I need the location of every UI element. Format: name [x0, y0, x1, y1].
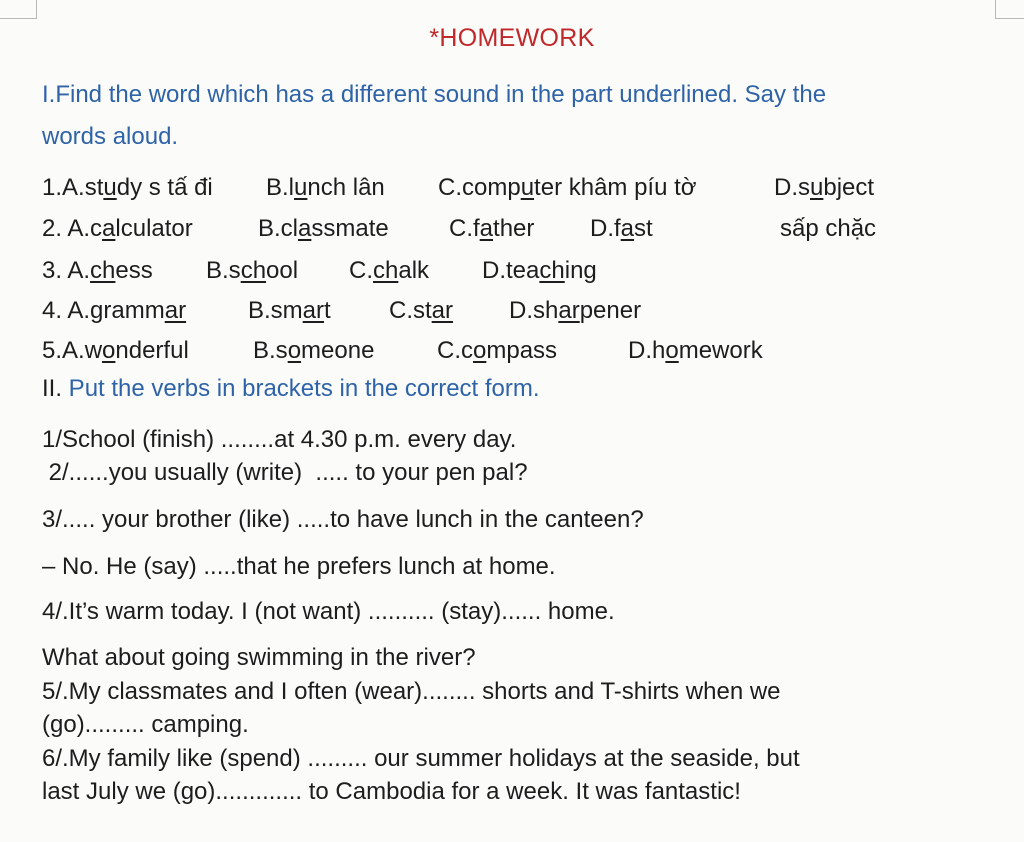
- question-5-option-2: [253, 336, 374, 366]
- word-part: dy s tấ đi: [116, 174, 213, 201]
- question-2-option-3: [449, 214, 534, 244]
- underlined-part: u: [520, 174, 535, 201]
- word-part: mework: [678, 337, 763, 364]
- word-part: ool: [266, 257, 299, 284]
- word-part: ter khâm píu tờ: [534, 174, 697, 201]
- underlined-part: ar: [431, 297, 454, 324]
- word-part: B.s: [253, 337, 288, 364]
- exercise-line: last July we (go)............. to Cambodia for a week. It was fantastic!: [42, 778, 741, 805]
- exercise-line: 4/.It’s warm today. I (not want) .......... (stay)...... home.: [42, 598, 615, 625]
- question-1-option-2: [266, 173, 385, 203]
- word-part: C.f: [449, 215, 480, 242]
- underlined-part: u: [294, 174, 308, 201]
- page-corner-mark-right: [995, 0, 1024, 19]
- word-part: D.tea: [482, 257, 540, 284]
- word-part: 1.A.st: [42, 174, 104, 201]
- section1-heading-line2: words aloud.: [42, 123, 179, 150]
- question-4-option-3: [389, 296, 453, 326]
- word-part: B.l: [266, 174, 295, 201]
- page-corner-mark-left: [0, 0, 37, 19]
- word-part: bject: [823, 174, 875, 201]
- exercise-line: 3/..... your brother (like) .....to have lunch in the canteen?: [42, 506, 644, 533]
- question-3-option-2: [206, 256, 298, 286]
- exercise-line: 2/......you usually (write) ..... to your pen pal?: [42, 459, 528, 486]
- word-part: ssmate: [311, 215, 389, 242]
- question-1-option-1: [42, 173, 213, 203]
- exercise-line: 1/School (finish) ........at 4.30 p.m. every day.: [42, 426, 517, 453]
- word-part: ing: [564, 257, 597, 284]
- underlined-part: o: [102, 337, 116, 364]
- section2-label: II.: [42, 375, 63, 402]
- question-2-option-4: [590, 214, 653, 244]
- exercise-line: What about going swimming in the river?: [42, 644, 476, 671]
- underlined-part: ar: [558, 297, 580, 324]
- word-part: meone: [301, 337, 375, 364]
- exercise-line: 6/.My family like (spend) ......... our summer holidays at the seaside, but: [42, 745, 800, 772]
- word-part: st: [634, 215, 653, 242]
- word-part: C.: [349, 257, 373, 284]
- underlined-part: a: [298, 215, 312, 242]
- page-title: *HOMEWORK: [429, 24, 595, 52]
- question-3-option-4: [482, 256, 597, 286]
- underlined-part: u: [810, 174, 824, 201]
- word-part: B.cl: [258, 215, 299, 242]
- section1-heading-line1: I.Find the word which has a different sound in the part underlined. Say the: [42, 81, 827, 108]
- word-part: 2. A.c: [42, 215, 103, 242]
- underlined-part: ar: [164, 297, 187, 324]
- word-part: D.f: [590, 215, 621, 242]
- word-part: ther: [493, 215, 535, 242]
- question-3-option-3: [349, 256, 429, 286]
- exercise-line: 5/.My classmates and I often (wear)........ shorts and T-shirts when we: [42, 678, 781, 705]
- word-part: nderful: [115, 337, 189, 364]
- underlined-part: a: [479, 215, 494, 242]
- question-5-option-4: [628, 336, 763, 366]
- word-part: t: [324, 297, 331, 324]
- word-part: D.s: [774, 174, 810, 201]
- underlined-part: o: [473, 337, 487, 364]
- word-part: 5.A.w: [42, 337, 103, 364]
- question-2-option-2: [258, 214, 389, 244]
- question-4-option-1: [42, 296, 186, 326]
- word-part: C.st: [389, 297, 432, 324]
- underlined-part: ch: [539, 257, 565, 284]
- question-1-option-4: [774, 173, 874, 203]
- word-part: 4. A.gramm: [42, 297, 165, 324]
- underlined-part: ch: [373, 257, 399, 284]
- underlined-part: o: [665, 337, 679, 364]
- exercise-line: (go)......... camping.: [42, 711, 249, 738]
- word-part: B.s: [206, 257, 241, 284]
- word-part: C.c: [437, 337, 473, 364]
- question-2-option-5: [780, 214, 876, 244]
- word-part: lculator: [115, 215, 193, 242]
- underlined-part: o: [287, 337, 302, 364]
- word-part: C.comp: [438, 174, 521, 201]
- question-1-option-3: [438, 173, 697, 203]
- word-part: sấp chặc: [780, 215, 877, 242]
- word-part: pener: [579, 297, 642, 324]
- word-part: 3. A.: [42, 257, 91, 284]
- question-3-option-1: [42, 256, 153, 286]
- underlined-part: a: [620, 215, 635, 242]
- underlined-part: ch: [240, 257, 267, 284]
- underlined-part: ch: [90, 257, 116, 284]
- underlined-part: u: [103, 174, 117, 201]
- word-part: D.h: [628, 337, 666, 364]
- word-part: B.sm: [248, 297, 303, 324]
- exercise-line: – No. He (say) .....that he prefers lunch at home.: [42, 553, 556, 580]
- question-5-option-1: [42, 336, 189, 366]
- question-5-option-3: [437, 336, 557, 366]
- word-part: alk: [398, 257, 430, 284]
- question-4-option-4: [509, 296, 641, 326]
- word-part: ess: [115, 257, 153, 284]
- underlined-part: a: [102, 215, 116, 242]
- underlined-part: ar: [302, 297, 325, 324]
- word-part: mpass: [486, 337, 558, 364]
- word-part: D.sh: [509, 297, 559, 324]
- question-4-option-2: [248, 296, 331, 326]
- question-2-option-1: [42, 214, 193, 244]
- section2-heading: [42, 374, 540, 404]
- word-part: nch lân: [307, 174, 385, 201]
- section2-heading-text: Put the verbs in brackets in the correct form.: [62, 375, 540, 402]
